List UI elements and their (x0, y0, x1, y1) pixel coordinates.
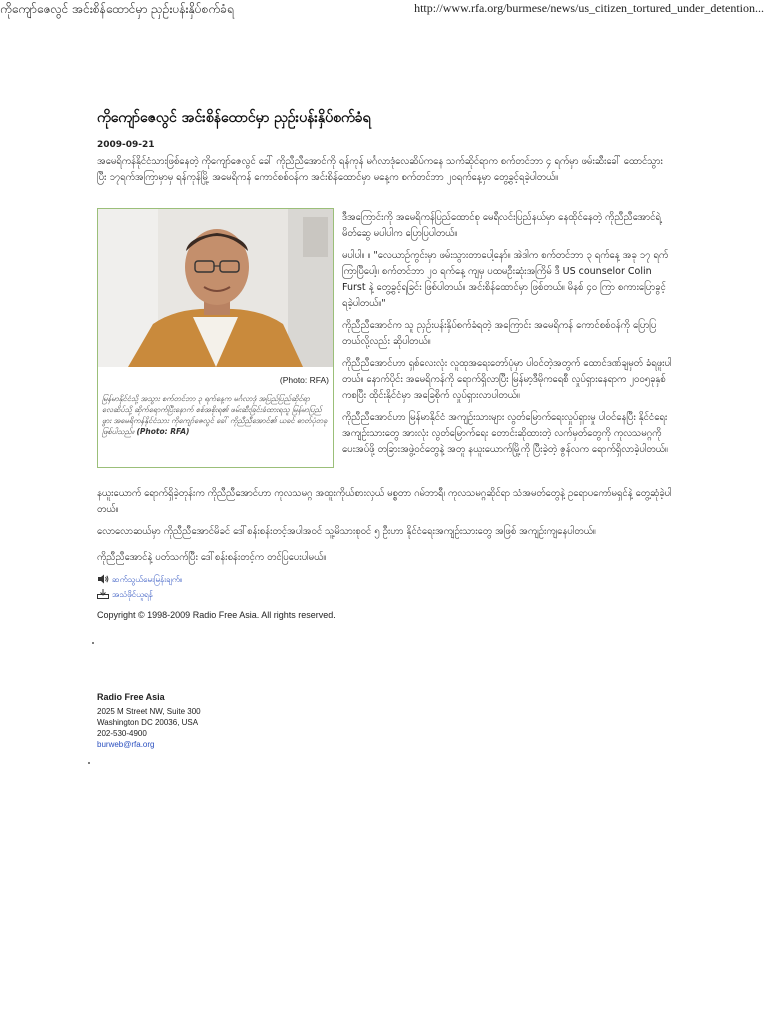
footer-phone: 202-530-4900 (97, 729, 147, 738)
full-paragraph-3: ကိုညီညီအောင်နဲ့ ပတ်သက်ပြီး ဒေါ်စန်းစန်းတင့်က တင်ပြပေးပါမယ်။ (97, 552, 327, 563)
page-header-title: ကိုကျော်ဇေလွင် အင်းစိန်ထောင်မှာ ညှဥ်းပန်းနှိပ်စက်ခံရ (0, 2, 234, 16)
download-icon (97, 589, 109, 599)
download-link-label[interactable]: အသံဖိုင်ယူရန် (112, 590, 153, 599)
article-date: 2009-09-21 (97, 140, 155, 150)
page-header-url[interactable]: http://www.rfa.org/burmese/news/us_citizen_tortured_under_detention... (414, 1, 764, 15)
full-paragraph-2: လောလောဆယ်မှာ ကိုညီညီအောင်မိခင် ဒေါ်စန်းစန်းတင့်အပါအဝင် သူ့မိသားစုဝင် ၅ ဦးဟာ နိုင်ငံရေးအကျဉ်းသားတွေ အဖြစ် အကျဉ်းကျနေပါတယ်။ (97, 526, 596, 537)
article-lead: အမေရိကန်နိုင်ငံသားဖြစ်နေတဲ့ ကိုကျော်ဇေလွင် ခေါ် ကိုညီညီအောင်ကို ရန်ကုန် မင်္ဂလာဒုံလေဆိပ်ကနေ သက်ဆိုင်ရာက စက်တင်ဘာ ၄ ရက်မှာ ဖမ်းဆီးခေါ် ထောင်သွားပြီး ၁၇ရက်အကြာမှာမှ ရန်ကုန်မြို့ အမေရိကန် ကောင်စစ်ဝန်က အင်းစိန်ထောင်မှာ မနေ့က စက်တင်ဘာ ၂၀ရက်နေ့မှာ တွေ့ခွင့်ရခဲ့ပါတယ်။ (97, 156, 663, 183)
footer-address-line2: Washington DC 20036, USA (97, 718, 199, 727)
photo-credit: (Photo: RFA) (279, 375, 329, 385)
audio-link[interactable] (97, 574, 182, 586)
article-headline: ကိုကျော်ဇေလွင် အင်းစိန်ထောင်မှာ ညှဥ်းပန်းနှိပ်စက်ခံရ (97, 110, 371, 126)
footer-org-name: Radio Free Asia (97, 692, 165, 702)
footer-address-line1: 2025 M Street NW, Suite 300 (97, 707, 201, 716)
right-paragraph-5: ကိုညီညီအောင်ဟာ မြန်မာနိုင်ငံ အကျဉ်းသားများ လွတ်မြောက်ရေးလှုပ်ရှားမှု ပါဝင်နေပြီး နိုင်ငံရေးအကျဉ်းသားတွေ အားလုံး လွတ်မြောက်ရေး တောင်းဆိုထားတဲ့ လက်မှတ်တွေကို ကုလသမဂ္ဂကို ပေးအပ်ဖို့ တခြားအဖွဲ့ဝင်တွေနဲ့ အတူ နယူးယောက်မြို့ကို ပြီးခဲ့တဲ့ ဇွန်လက ရောက်ရှိလာခဲ့ပါတယ်။ (342, 412, 668, 455)
copyright: Copyright © 1998-2009 Radio Free Asia. All rights reserved. (97, 610, 336, 620)
right-paragraph-4: ကိုညီညီအောင်ဟာ ရှစ်လေးလုံး လူထုအရေးတော်ပုံမှာ ပါဝင်တဲ့အတွက် ထောင်ဒဏ်ချမှတ် ခံရဖူးပါတယ်။ နောက်ပိုင်း အမေရိကန်ကို ရောက်ရှိလာပြီး မြန်မာ့ဒီမိုကရေစီ လှုပ်ရှားနေရာက ၂၀၀၅ခုနှစ်ကစပြီး ထိုင်းနိုင်ငံမှာ အခြေစိုက် လှုပ်ရှားလာပါတယ်။ (342, 358, 672, 401)
speaker-icon (97, 574, 109, 584)
divider-dot (92, 642, 94, 644)
right-paragraph-1: ဒီအကြောင်းကို အမေရိကန်ပြည်ထောင်စု မေရီလင်းပြည်နယ်မှာ နေထိုင်နေတဲ့ ကိုညီညီအောင်ရဲ့ မိတ်ဆွေ မပါပါက ပြောပြပါတယ်။ (342, 212, 661, 239)
right-column (342, 210, 672, 458)
divider-dot (88, 762, 90, 764)
photo-caption-credit: (Photo: RFA) (136, 427, 190, 436)
photo-caption (102, 393, 330, 437)
portrait-photo (98, 209, 333, 367)
download-link[interactable] (97, 589, 153, 601)
right-paragraph-3: ကိုညီညီအောင်က သူ ညှဥ်းပန်းနှိပ်စက်ခံရတဲ့ အကြောင်း အမေရိကန် ကောင်စစ်ဝန်ကို ပြောပြတယ်လို့လည်း ဆိုပါတယ်။ (342, 320, 657, 347)
article-figure (97, 208, 334, 468)
footer-email-link[interactable]: burweb@rfa.org (97, 740, 155, 749)
full-paragraph-1: နယူးယောက် ရောက်ရှိခဲ့တုန်းက ကိုညီညီအောင်ဟာ ကုလသမဂ္ဂ အထူးကိုယ်စားလှယ် မစ္စတာ ဂမ်ဘာရီ၊ ကုလသမဂ္ဂဆိုင်ရာ သံအမတ်တွေနဲ့ ဥရောပကော်မရှင်နဲ့ တွေ့ဆုံခဲ့ပါတယ်။ (97, 488, 672, 515)
right-paragraph-2: မပါပါ။ ။ "လေယာဉ်ကွင်းမှာ ဖမ်းသွားတာပေါ့နော်။ အဲဒါက စက်တင်ဘာ ၃ ရက်နေ့ အခု ၁၇ ရက် ကြာပြီပေါ့။ စက်တင်ဘာ ၂၀ ရက်နေ့ ကျမှ ပထမဦးဆုံးအကြိမ် ဒီ US counselor Colin Furst နဲ့ တွေ့ခွင့်ရခြင်း ဖြစ်ပါတယ်။ အင်းစိန်ထောင်မှာ ဖြစ်တယ်။ မိနစ် ၄၀ ကြာ စကားပြောခွင့် ရခဲ့ပါတယ်။" (342, 250, 669, 309)
article (97, 108, 672, 186)
audio-link-label[interactable]: ဆက်သွယ်မေးမြန်းချက်။ (112, 575, 183, 584)
footer-org (97, 692, 201, 750)
photo-caption-text: မြန်မာနိုင်ငံသို့ အသွား စက်တင်ဘာ ၃ ရက်နေ့က မင်္ဂလာဒုံ အပြည်ပြည်ဆိုင်ရာ လေဆိပ်သို့ ဆိုက်ရောက်ပြီးနောက် စစ်အစိုးရ၏ ဖမ်းဆီးခြင်းခံထားရသူ မြန်မာပြည်ဖွား အမေရိကန်နိုင်ငံသား ကိုကျော်ဇေလွင် ခေါ် ကိုညီညီအောင်၏ ယခင် ဓာတ်ပုံတခု ဖြစ်ပါသည်။ (102, 394, 328, 436)
page-header (0, 0, 768, 18)
